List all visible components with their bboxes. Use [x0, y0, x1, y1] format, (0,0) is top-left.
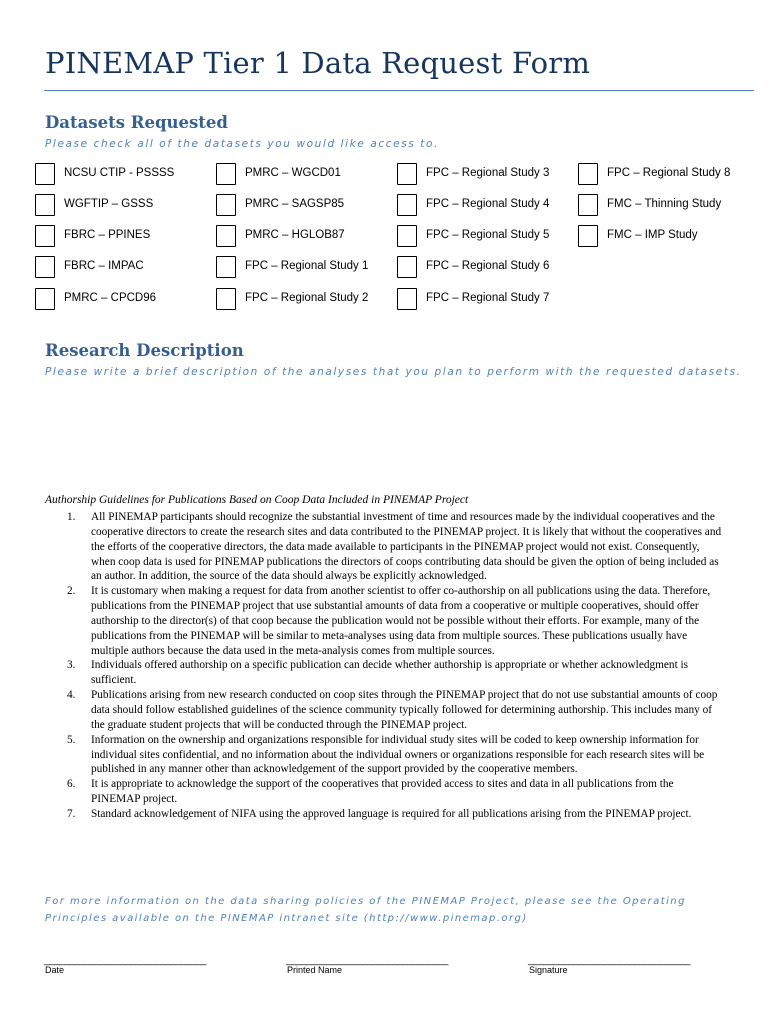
guideline-number: 6.	[67, 778, 76, 791]
dataset-label: PMRC – SAGSP85	[245, 198, 345, 210]
dataset-label: WGFTIP – GSSS	[64, 198, 154, 210]
dataset-label: FPC – Regional Study 3	[426, 167, 550, 179]
research-heading: Research Description	[45, 341, 244, 360]
guideline-item	[45, 807, 725, 822]
research-instruction: Please write a brief description of the analyses that you plan to perform with the requested datasets.	[45, 366, 742, 378]
printed-name-line[interactable]: ________________________________	[286, 955, 448, 966]
dataset-label: PMRC – HGLOB87	[245, 229, 345, 241]
guideline-number: 4.	[67, 689, 76, 702]
dataset-checkbox[interactable]	[35, 225, 55, 247]
title-divider	[44, 90, 754, 91]
guideline-text: Individuals offered authorship on a specific publication can decide whether authorship is appropriate or whether acknowledgment is sufficient.	[91, 659, 689, 687]
dataset-label: FPC – Regional Study 5	[426, 229, 550, 241]
dataset-checkbox[interactable]	[35, 256, 55, 278]
guideline-item	[45, 510, 725, 584]
guideline-item	[45, 688, 725, 733]
dataset-checkbox[interactable]	[35, 288, 55, 310]
dataset-checkbox[interactable]	[397, 194, 417, 216]
dataset-checkbox[interactable]	[216, 256, 236, 278]
dataset-checkbox[interactable]	[216, 288, 236, 310]
guideline-number: 1.	[67, 511, 76, 523]
dataset-label: PMRC – WGCD01	[245, 167, 341, 179]
dataset-label: FPC – Regional Study 8	[607, 167, 731, 179]
guideline-text: All PINEMAP participants should recognize the substantial investment of time and resources made by the individual cooperatives and the cooperative directors to create the research sites and data contributed to the PINEMAP project. It is likely that without the cooperatives and the efforts of the cooperative directors, the data made available to participants in the PINEMAP project would not exist. Consequently, when coop data is used for PINEMAP publications the directors of coops contributing data should be given the option of being included as an author. In addition, the source of the data should always be explicitly acknowledged.	[91, 511, 722, 583]
date-line[interactable]: ________________________________	[44, 955, 206, 966]
printed-name-label: Printed Name	[287, 965, 343, 975]
dataset-label: FBRC – IMPAC	[64, 260, 144, 272]
dataset-label: FPC – Regional Study 1	[245, 260, 369, 272]
more-info-note: For more information on the data sharing policies of the PINEMAP Project, please see the Operating Principles available on the PINEMAP intranet site (http://www.pinemap.org)	[45, 896, 686, 924]
guideline-text: Information on the ownership and organizations responsible for individual study sites will be coded to keep ownership information for individual sites confidential, and no information about the individual owners or organizations responsible for each research sites will be published in any manner other than acknowledgement of the support provided by the cooperative members.	[91, 733, 705, 776]
guideline-item	[45, 658, 725, 688]
dataset-checkbox[interactable]	[216, 225, 236, 247]
dataset-checkbox[interactable]	[216, 194, 236, 216]
date-label: Date	[45, 965, 65, 975]
research-description-field[interactable]	[45, 386, 745, 486]
form-title: PINEMAP Tier 1 Data Request Form	[45, 46, 591, 80]
guideline-number: 2.	[67, 585, 76, 598]
guideline-text: Standard acknowledgement of NIFA using the approved language is required for all publications arising from the PINEMAP project.	[91, 807, 692, 820]
guideline-item	[45, 733, 725, 778]
dataset-label: FPC – Regional Study 7	[426, 292, 550, 304]
dataset-label: NCSU CTIP - PSSSS	[64, 167, 175, 179]
signature-line[interactable]: ________________________________	[528, 955, 690, 966]
guideline-text: Publications arising from new research conducted on coop sites through the PINEMAP project that do not use substantial amounts of coop data should follow established guidelines of the science community typically followed for determining authorship. This includes many of the graduate student projects that will be conducted through the PINEMAP project.	[91, 689, 718, 731]
dataset-label: FMC – IMP Study	[607, 229, 698, 241]
guideline-text: It is appropriate to acknowledge the support of the cooperatives that provided access to sites and data in all publications from the PINEMAP project.	[91, 778, 674, 806]
dataset-checkbox[interactable]	[35, 194, 55, 216]
guideline-number: 3.	[67, 659, 76, 672]
guideline-number: 7.	[67, 807, 76, 820]
dataset-label: FPC – Regional Study 6	[426, 260, 550, 272]
guideline-item	[45, 584, 725, 658]
datasets-instruction: Please check all of the datasets you would like access to.	[45, 138, 439, 150]
guidelines-list	[45, 510, 725, 822]
dataset-checkbox[interactable]	[397, 288, 417, 310]
guideline-item	[45, 777, 725, 807]
dataset-checkbox[interactable]	[397, 225, 417, 247]
dataset-checkbox[interactable]	[397, 163, 417, 185]
dataset-label: FPC – Regional Study 4	[426, 198, 550, 210]
dataset-checkbox[interactable]	[216, 163, 236, 185]
dataset-label: PMRC – CPCD96	[64, 292, 157, 304]
dataset-label: FPC – Regional Study 2	[245, 292, 369, 304]
guideline-text: It is customary when making a request for data from another scientist to offer co-authorship on all publications using the data. Therefore, publications from the PINEMAP project that use substantial amounts of data from a cooperative or multiple cooperatives, should offer authorship to the director(s) of that coop because the publication would not be possible without their efforts. For example, many of the publications from the PINEMAP will be similar to meta-analyses using data from multiple sources. These publications usually have multiple authors because the data used in the meta-analysis comes from multiple sources.	[91, 585, 711, 657]
guidelines-title: Authorship Guidelines for Publications Based on Coop Data Included in PINEMAP Project	[45, 494, 469, 506]
dataset-checkbox[interactable]	[578, 225, 598, 247]
datasets-heading: Datasets Requested	[45, 113, 228, 132]
dataset-label: FMC – Thinning Study	[607, 198, 722, 210]
dataset-checkbox[interactable]	[578, 163, 598, 185]
dataset-checkbox[interactable]	[578, 194, 598, 216]
dataset-checkbox[interactable]	[397, 256, 417, 278]
guideline-number: 5.	[67, 733, 76, 746]
signature-label: Signature	[529, 965, 568, 975]
dataset-checkbox[interactable]	[35, 163, 55, 185]
dataset-label: FBRC – PPINES	[64, 229, 151, 241]
